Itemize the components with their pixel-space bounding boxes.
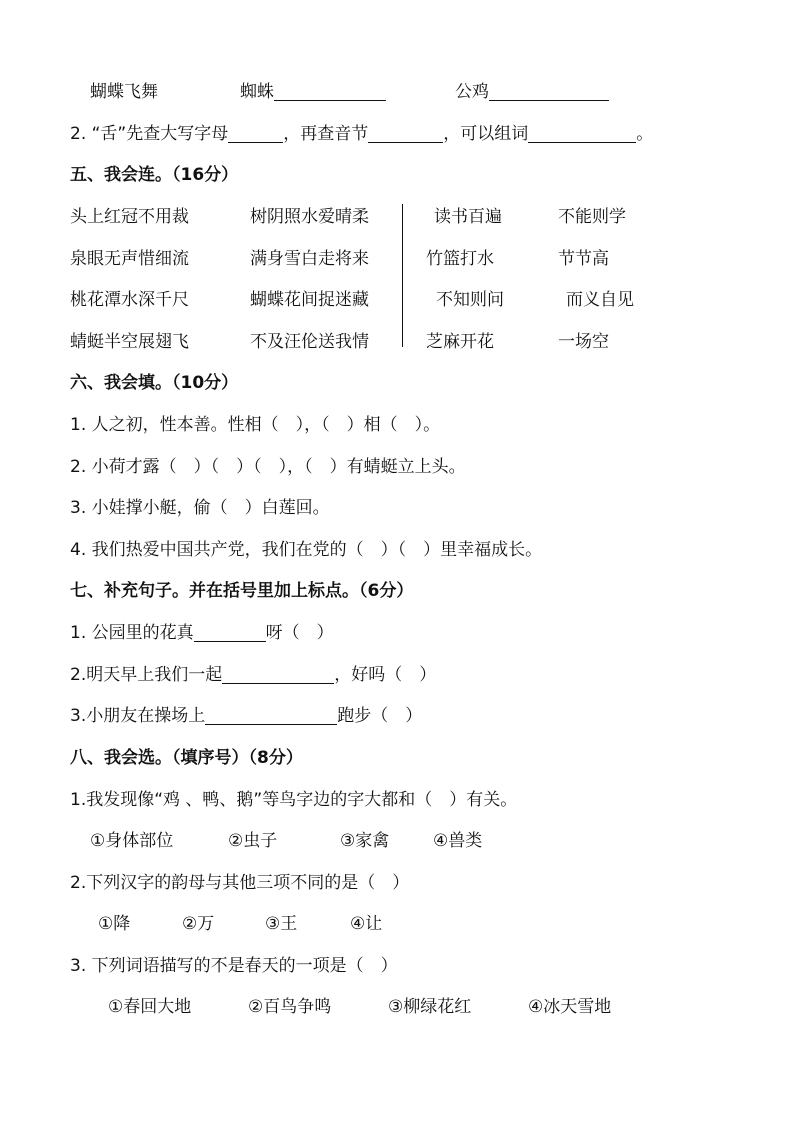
section-heading-5: 五、我会连。（16分）	[70, 165, 239, 185]
match-item[interactable]: 蝴蝶花间捉迷藏	[250, 290, 369, 310]
match-item[interactable]: 满身雪白走将来	[250, 249, 369, 269]
section-heading-6: 六、我会填。（10分）	[70, 373, 239, 393]
answer-blank[interactable]	[274, 82, 386, 101]
answer-blank[interactable]	[194, 623, 266, 642]
sentence-2	[70, 663, 436, 687]
word-butterfly: 蝴蝶飞舞	[90, 82, 158, 102]
question-text: 。	[636, 124, 654, 144]
sentence-text: 呀（ ）	[265, 623, 334, 643]
match-item[interactable]: 芝麻开花	[426, 332, 494, 352]
question-dictionary	[70, 122, 653, 146]
choice-option[interactable]: ③柳绿花红	[388, 997, 472, 1017]
fill-question: 4. 我们热爱中国共产党，我们在党的（ ）（ ）里幸福成长。	[70, 540, 543, 560]
match-item[interactable]: 而义自见	[566, 290, 634, 310]
match-item[interactable]: 一场空	[558, 332, 609, 352]
word-spider-label: 蜘蛛	[240, 82, 274, 102]
sentence-text: 3.小朋友在操场上	[70, 706, 206, 726]
word-rooster	[455, 80, 609, 104]
section-heading-8: 八、我会选。（填序号）（8分）	[70, 748, 303, 768]
match-item[interactable]: 树阴照水爱晴柔	[250, 207, 369, 227]
answer-blank[interactable]	[228, 124, 283, 143]
section-heading-7: 七、补充句子。并在括号里加上标点。（6分）	[70, 581, 414, 601]
question-text: 2. “舌”先查大写字母	[70, 124, 229, 144]
choice-option[interactable]: ④冰天雪地	[528, 997, 612, 1017]
question-text: ，再查音节	[283, 124, 369, 144]
sentence-text: 1. 公园里的花真	[70, 623, 194, 643]
match-item[interactable]: 桃花潭水深千尺	[70, 290, 189, 310]
match-item[interactable]: 节节高	[558, 249, 609, 269]
sentence-text: 跑步（ ）	[337, 706, 423, 726]
choice-question-2: 2.下列汉字的韵母与其他三项不同的是（ ）	[70, 873, 410, 893]
match-item[interactable]: 不知则问	[436, 290, 504, 310]
match-item[interactable]: 不能则学	[558, 207, 626, 227]
match-item[interactable]: 泉眼无声惜细流	[70, 249, 189, 269]
fill-question: 1. 人之初，性本善。性相（ ），（ ）相（ ）。	[70, 415, 441, 435]
choice-option[interactable]: ①春回大地	[108, 997, 192, 1017]
question-text: ，可以组词	[443, 124, 529, 144]
match-item[interactable]: 头上红冠不用裁	[70, 207, 189, 227]
choice-option[interactable]: ④让	[350, 914, 383, 934]
choice-option[interactable]: ①身体部位	[90, 831, 174, 851]
column-divider	[402, 204, 403, 347]
sentence-text: 2.明天早上我们一起	[70, 665, 223, 685]
answer-blank[interactable]	[205, 706, 337, 725]
choice-option[interactable]: ②百鸟争鸣	[248, 997, 332, 1017]
match-item[interactable]: 读书百遍	[434, 207, 502, 227]
word-rooster-label: 公鸡	[455, 82, 489, 102]
word-spider	[240, 80, 386, 104]
answer-blank[interactable]	[528, 124, 636, 143]
answer-blank[interactable]	[368, 124, 443, 143]
choice-option[interactable]: ③家禽	[340, 831, 390, 851]
fill-question: 2. 小荷才露（ ）（ ）（ ），（ ）有蜻蜓立上头。	[70, 457, 466, 477]
sentence-text: ，好吗（ ）	[334, 665, 437, 685]
choice-question-1: 1.我发现像“鸡 、鸭、鹅”等鸟字边的字大都和（ ）有关。	[70, 790, 518, 810]
answer-blank[interactable]	[222, 665, 334, 684]
match-item[interactable]: 不及汪伦送我情	[250, 332, 369, 352]
choice-question-3: 3. 下列词语描写的不是春天的一项是（ ）	[70, 956, 398, 976]
choice-option[interactable]: ③王	[265, 914, 298, 934]
match-item[interactable]: 蜻蜓半空展翅飞	[70, 332, 189, 352]
answer-blank[interactable]	[489, 82, 609, 101]
sentence-3	[70, 704, 422, 728]
choice-option[interactable]: ②虫子	[228, 831, 278, 851]
fill-question: 3. 小娃撑小艇，偷（ ）白莲回。	[70, 498, 330, 518]
sentence-1	[70, 621, 334, 645]
choice-option[interactable]: ②万	[182, 914, 215, 934]
choice-option[interactable]: ④兽类	[433, 831, 483, 851]
choice-option[interactable]: ①降	[98, 914, 131, 934]
match-item[interactable]: 竹篮打水	[426, 249, 494, 269]
